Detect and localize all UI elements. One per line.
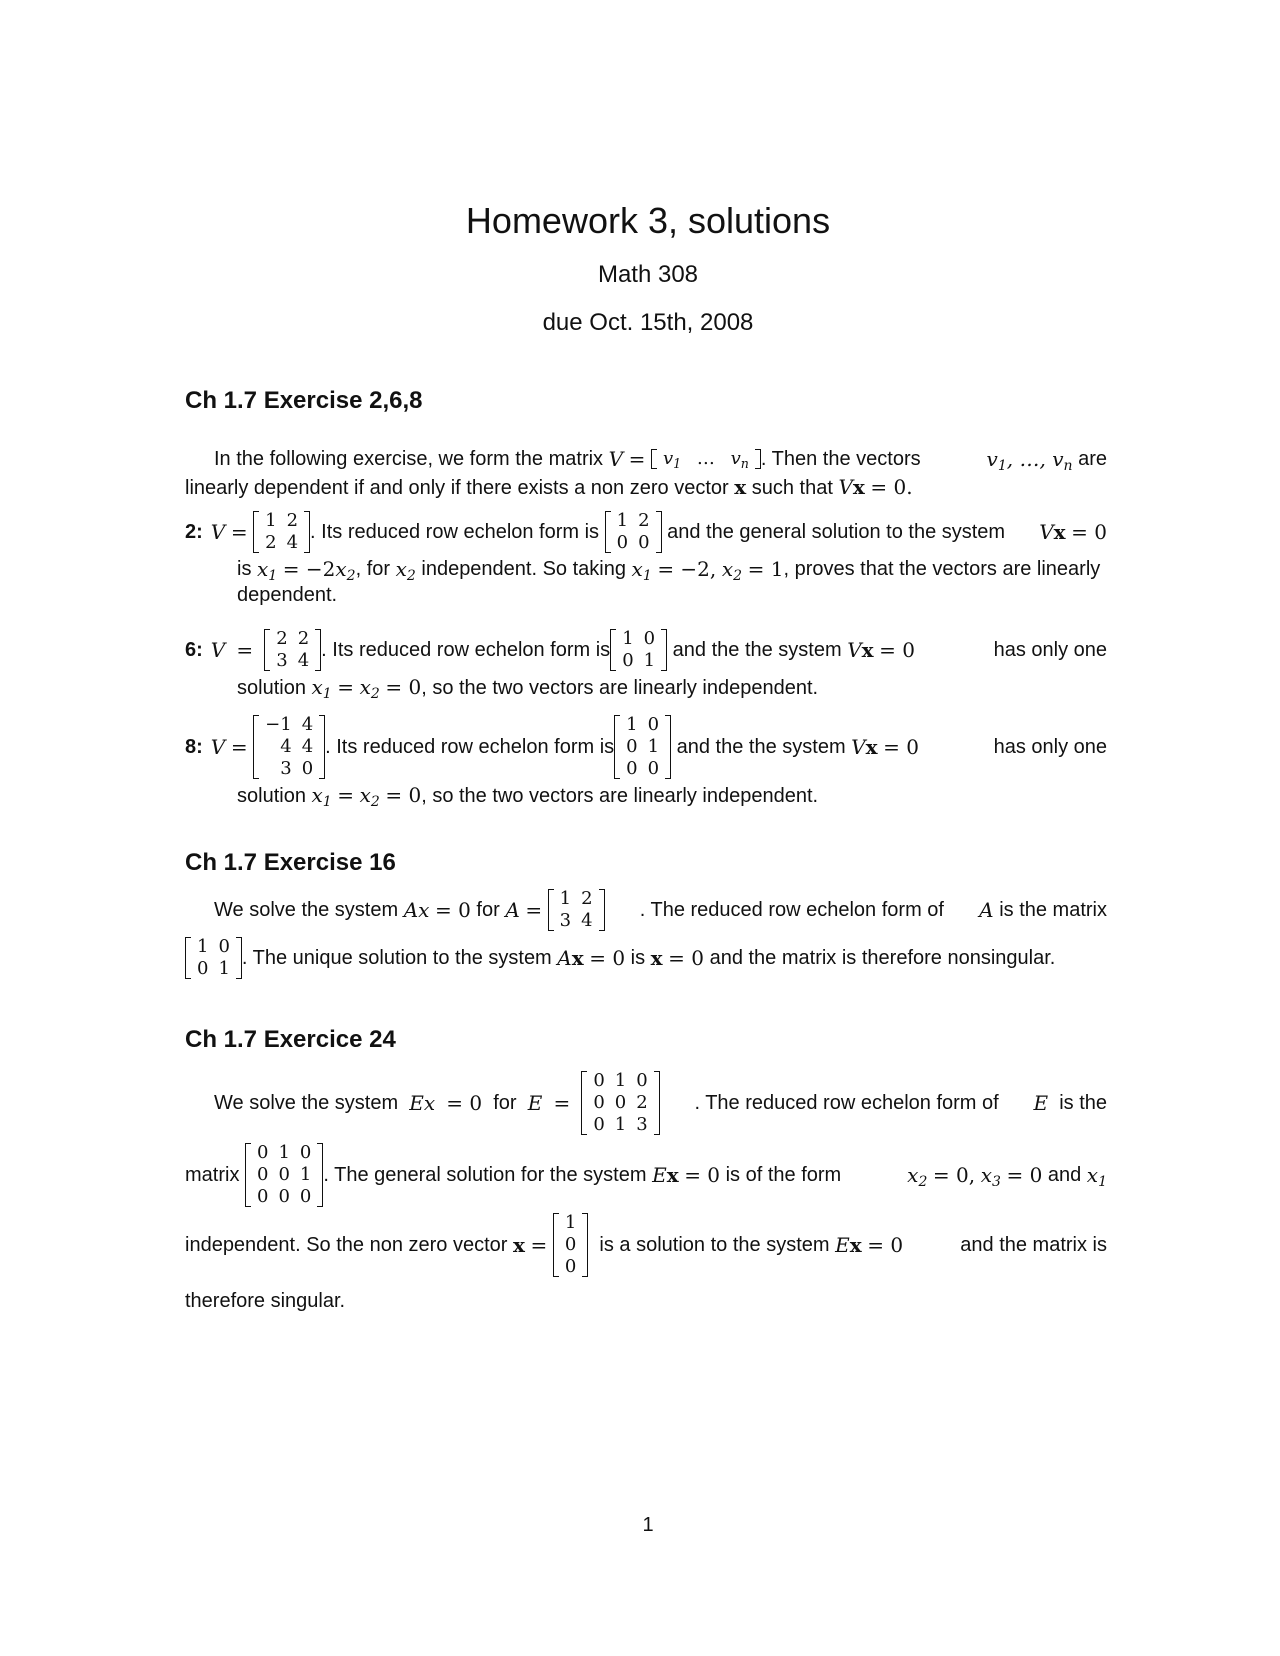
section-title: Ch 1.7 Exercise 2,6,8 bbox=[185, 387, 423, 414]
page-number: 1 bbox=[642, 1514, 654, 1536]
document-header bbox=[0, 196, 1280, 340]
matrix-rref: 1 0 0 1 bbox=[610, 628, 667, 672]
exercise-6: 6: V = 2 2 3 4 . Its reduced row echelon form is 1 0 0 1 and the the system V x = 0 has only one solution $x_1 = x_2 = 0$, so the two vectors are linearly independent. bbox=[185, 628, 1107, 703]
matrix-rref: 1 0 0 1 bbox=[185, 936, 242, 980]
section-title: Ch 1.7 Exercice 24 bbox=[185, 1026, 396, 1053]
matrix-v: −1 4 4 4 3 0 bbox=[253, 714, 325, 780]
document-title: Homework 3, solutions bbox=[465, 200, 831, 241]
matrix-rref: 1 2 0 0 bbox=[605, 510, 662, 554]
matrix-v: 1 2 2 4 bbox=[253, 510, 310, 554]
due-date: due Oct. 15th, 2008 bbox=[542, 309, 754, 336]
exercise-label: 8: bbox=[185, 736, 203, 758]
section-intro: In the following exercise, we form the matrix V = $v_1$ … $v_n$ . Then the vectors $v_1$, …, $v_n$ are linearly dependent if and only if there exists a non zero vector x such that Vx = 0. bbox=[185, 447, 1107, 499]
matrix-v: 2 2 3 4 bbox=[264, 628, 321, 672]
exercise-label: 6: bbox=[185, 639, 203, 661]
matrix-e: 0 1 0 0 0 2 0 1 3 bbox=[581, 1070, 659, 1136]
solution-vector: 1 0 0 bbox=[553, 1212, 588, 1278]
section-title: Ch 1.7 Exercise 16 bbox=[185, 849, 396, 876]
section-24-body: We solve the system Ex = 0 for E = 0 1 0 0 0 2 0 1 3 . The reduced row echelon form of E is the matrix 0 1 0 0 0 1 0 0 0 . The general solution for the system E x = 0 is of the form $x_2$ = 0, $x_3$ = 0 and $x_1$ independent. So the non zero vector x = 1 0 0 is a solution to the system E x = 0 and the matrix is therefore singular. bbox=[185, 1070, 1107, 1312]
section-16-body: We solve the system Ax = 0 for A = 1 2 3 4 . The reduced row echelon form of A is the matrix 1 0 0 1 . The unique solution to the system A x = 0 is x = 0 and the matrix is therefore nonsingular. bbox=[185, 888, 1107, 980]
exercise-2: 2: V = 1 2 2 4 . Its reduced row echelon form is 1 2 0 0 and the general solution to the system V x = 0 is $x_1$ = −2 $x_2$ , for $x_2$ independent. So taking $x_1$ = −2, $x_2$ = 1 , proves that the vectors are linearly dependent. bbox=[185, 510, 1107, 606]
math-expression: V bbox=[608, 447, 624, 471]
vector-row-matrix: $v_1$ … $v_n$ bbox=[651, 448, 761, 470]
matrix-rref: 1 0 0 1 0 0 bbox=[614, 714, 671, 780]
exercise-8: 8: V = −1 4 4 4 3 0 . Its reduced row echelon form is 1 0 0 1 0 0 and the the system V x = 0 has only one solution $x_1 = x_2 = 0$, so the two vectors are linearly independent. bbox=[185, 714, 1107, 811]
matrix-rref: 0 1 0 0 0 1 0 0 0 bbox=[245, 1142, 323, 1208]
exercise-label: 2: bbox=[185, 521, 203, 543]
math-expression: $v_1$, …, $v_n$ bbox=[986, 447, 1073, 475]
matrix-a: 1 2 3 4 bbox=[548, 888, 605, 932]
course-name: Math 308 bbox=[597, 261, 699, 288]
